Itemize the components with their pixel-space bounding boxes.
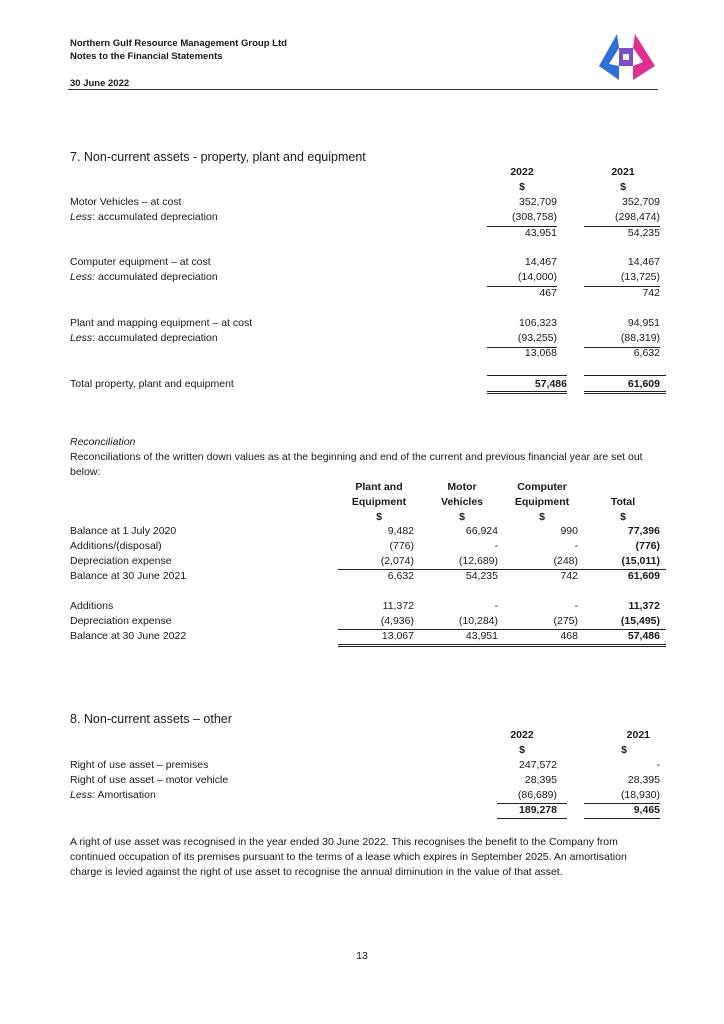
- cell: 11,372: [382, 600, 414, 612]
- subtotal-2022: 189,278: [519, 804, 557, 816]
- value-2021: 14,467: [627, 256, 660, 268]
- cell: 54,235: [465, 570, 498, 582]
- subtotal-2021: 6,632: [633, 347, 660, 359]
- note8-title: 8. Non-current assets – other: [70, 712, 232, 726]
- note8-paragraph: A right of use asset was recognised in the year ended 30 June 2022. This recognises the benefit to the Company from continued occupation of its premises pursuant to the terms of a lease which expires in September 2025. An amortisation charge is levied against the right of use asset to recognise the annual diminution in the value of that asset.: [70, 836, 627, 878]
- total-label: Total property, plant and equipment: [70, 378, 234, 390]
- total-row: [70, 377, 670, 392]
- cell-total: (15,011): [621, 555, 660, 567]
- reconciliation-header: [70, 480, 670, 525]
- currency-2021: $: [621, 744, 627, 756]
- cell: (10,284): [458, 615, 498, 627]
- row-label: Additions/(disposal): [70, 540, 162, 552]
- table-row: [70, 554, 670, 569]
- cell-total: 11,372: [628, 600, 660, 612]
- note7-title: 7. Non-current assets - property, plant and equipment: [70, 150, 366, 164]
- col-2022: 2022: [510, 729, 534, 741]
- row-label: Right of use asset – premises: [70, 759, 209, 771]
- subtotal-2021: 54,235: [627, 227, 660, 239]
- table-row: [70, 210, 670, 225]
- company-name: Northern Gulf Resource Management Group Ltd: [70, 38, 287, 49]
- currency-2022: $: [519, 744, 525, 756]
- note8-currency-header: [70, 743, 670, 758]
- table-row: [70, 758, 670, 773]
- cell: -: [574, 540, 578, 552]
- table-row: [70, 524, 670, 539]
- total-double-rule: [584, 393, 666, 394]
- col-header: Total: [610, 496, 636, 508]
- header-divider: [68, 89, 658, 90]
- col-header-unit: $: [376, 511, 382, 523]
- row-label: Computer equipment – at cost: [70, 256, 211, 268]
- cell: -: [494, 540, 498, 552]
- cell: 43,951: [465, 630, 498, 642]
- report-date: 30 June 2022: [70, 78, 130, 89]
- cell: -: [574, 600, 578, 612]
- value-2021: (18,930): [620, 789, 660, 801]
- table-row: [70, 803, 670, 818]
- col-2022: 2022: [510, 166, 534, 178]
- col-header: Equipment: [351, 496, 407, 508]
- row-label: Balance at 30 June 2022: [70, 630, 187, 642]
- table-row: [70, 195, 670, 210]
- cell: 9,482: [387, 525, 414, 537]
- cell-total: 77,396: [627, 525, 660, 537]
- cell: 468: [560, 630, 578, 642]
- total-double-rule: [338, 644, 666, 645]
- total-rule: [497, 818, 567, 819]
- total-double-rule: [338, 646, 666, 647]
- note8-year-header: [70, 728, 670, 743]
- note7-year-header: [70, 165, 670, 180]
- subtotal-2022: 43,951: [524, 227, 557, 239]
- row-label: Plant and mapping equipment – at cost: [70, 317, 253, 329]
- row-label-prefix: Less: [70, 211, 93, 223]
- value-2022: 14,467: [524, 256, 557, 268]
- row-label: Additions: [70, 600, 114, 612]
- total-double-rule: [487, 393, 567, 394]
- cell: (2,074): [380, 555, 414, 567]
- row-label: Balance at 30 June 2021: [70, 570, 187, 582]
- cell: -: [494, 600, 498, 612]
- row-label: Depreciation expense: [70, 555, 172, 567]
- cell: (248): [553, 555, 578, 567]
- cell: (4,936): [380, 615, 414, 627]
- value-2021: (13,725): [620, 271, 660, 283]
- total-double-rule: [487, 391, 567, 392]
- row-label: : accumulated depreciation: [92, 211, 218, 223]
- total-rule: [584, 375, 666, 376]
- value-2022: (86,689): [517, 789, 557, 801]
- currency-2021: $: [620, 181, 626, 193]
- total-rule: [487, 375, 567, 376]
- subtotal-2021: 742: [642, 287, 660, 299]
- cell-total: (776): [635, 540, 660, 552]
- row-label: Amortisation: [95, 789, 156, 801]
- value-2021: -: [656, 759, 660, 771]
- table-row: [70, 331, 670, 346]
- col-header-unit: $: [459, 511, 465, 523]
- table-row: [70, 286, 670, 301]
- cell: (275): [553, 615, 578, 627]
- table-row: [70, 599, 670, 614]
- cell: 13,067: [381, 630, 414, 642]
- value-2022: 28,395: [524, 774, 557, 786]
- value-2022: (93,255): [517, 332, 557, 344]
- table-row: [70, 226, 670, 241]
- total-double-rule: [584, 391, 666, 392]
- row-label: Balance at 1 July 2020: [70, 525, 177, 537]
- value-2022: 352,709: [519, 196, 557, 208]
- total-rule: [584, 818, 660, 819]
- table-row: [70, 346, 670, 361]
- cell: (776): [389, 540, 414, 552]
- value-2022: 247,572: [519, 759, 557, 771]
- col-2021: 2021: [626, 729, 650, 741]
- total-2022: 57,486: [534, 378, 567, 390]
- table-row: [70, 270, 670, 285]
- cell-total: (15,495): [620, 615, 660, 627]
- row-label: accumulated depreciation: [95, 271, 218, 283]
- cell: (12,689): [458, 555, 498, 567]
- total-2021: 61,609: [627, 378, 660, 390]
- cell: 742: [560, 570, 578, 582]
- row-label: Depreciation expense: [70, 615, 172, 627]
- company-logo-icon: [597, 26, 657, 84]
- table-row: [70, 788, 670, 803]
- reconciliation-intro: Reconciliations of the written down values as at the beginning and end of the current and previous financial year are set out below:: [70, 451, 643, 478]
- col-header: Plant and: [355, 481, 403, 493]
- row-label: Motor Vehicles – at cost: [70, 196, 182, 208]
- col-header-unit: $: [539, 511, 545, 523]
- table-row: [70, 316, 670, 331]
- value-2021: 94,951: [627, 317, 660, 329]
- row-label-prefix: Less:: [70, 271, 96, 283]
- table-row: [70, 255, 670, 270]
- reconciliation-heading: Reconciliation: [70, 436, 136, 448]
- row-label: Right of use asset – motor vehicle: [70, 774, 229, 786]
- value-2022: 106,323: [519, 317, 557, 329]
- value-2022: (308,758): [512, 211, 557, 223]
- col-header: Vehicles: [440, 496, 484, 508]
- value-2021: 28,395: [627, 774, 660, 786]
- page-number: 13: [356, 950, 368, 962]
- value-2021: 352,709: [622, 196, 660, 208]
- cell-total: 57,486: [627, 630, 660, 642]
- value-2022: (14,000): [517, 271, 557, 283]
- currency-2022: $: [519, 181, 525, 193]
- col-header: Equipment: [514, 496, 570, 508]
- cell: 990: [560, 525, 578, 537]
- subtotal-2021: 9,465: [633, 804, 660, 816]
- subtotal-2022: 467: [539, 287, 557, 299]
- note7-currency-header: [70, 180, 670, 195]
- cell: 66,924: [465, 525, 498, 537]
- cell: 6,632: [387, 570, 414, 582]
- row-label-prefix: Less: [70, 332, 93, 344]
- table-row: [70, 773, 670, 788]
- row-label: : accumulated depreciation: [92, 332, 218, 344]
- col-2021: 2021: [611, 166, 635, 178]
- cell-total: 61,609: [627, 570, 660, 582]
- value-2021: (88,319): [620, 332, 660, 344]
- subtotal-2022: 13,068: [524, 347, 557, 359]
- document-subtitle: Notes to the Financial Statements: [70, 51, 223, 62]
- table-row: [70, 539, 670, 554]
- col-header: Computer: [517, 481, 567, 493]
- col-header: Motor: [447, 481, 477, 493]
- table-row: [70, 569, 670, 584]
- value-2021: (298,474): [615, 211, 660, 223]
- col-header-unit: $: [620, 511, 626, 523]
- table-row: [70, 629, 670, 644]
- row-label-prefix: Less:: [70, 789, 96, 801]
- table-row: [70, 614, 670, 629]
